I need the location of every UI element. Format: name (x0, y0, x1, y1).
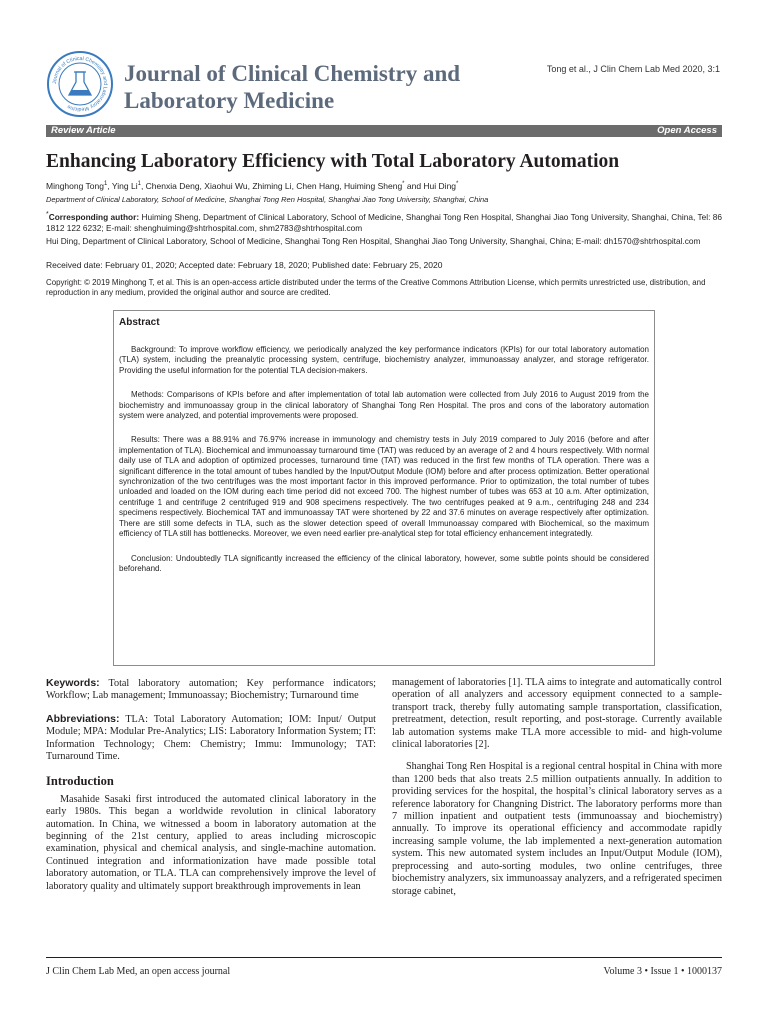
body-paragraph: management of laboratories [1]. TLA aims to integrate and automatically control operation of all analyzers and accessory equipment connected to a sample-transport track, thereby fully automating sample transportation, classification, pretreatment, detection, result reporting, and post-storage. Currently available lab automation systems make TLA more accessible to mid- and high-volume clinical laboratories [2]. (392, 677, 722, 751)
keywords: Keywords: Total laboratory automation; Key performance indicators; Workflow; Lab management; Immunoassay; Biochemistry; Turnaround time (46, 677, 376, 702)
abstract-methods: Methods: Comparisons of KPIs before and after implementation of total lab automation were collected from July 2016 to August 2019 from the biochemistry and immunoassay group in the clinical laboratory of Shanghai Tong Ren Hospital. The pros and cons of the laboratory automation system were analyzed, and potential improvements were proposed. (119, 390, 649, 421)
author: Huiming Sheng* and (344, 181, 424, 191)
author: Hui Ding* (423, 181, 459, 191)
author: Zhiming Li, (252, 181, 297, 191)
abstract-results: Results: There was a 88.91% and 76.97% increase in immunology and chemistry tests in July 2019 compared to July 2016 (before and after implementation of TLA). Biochemical and immunoassay turnaround time (TAT) was reduced by an average of 2 and 4 hours respectively. With normal daily use of TLA and adoption of optimized processes, turnaround time (TAT) was reduced in the first few months of TLA operation. There was a significant difference in the total amount of tubes handled by the Input/Output Module (IOM) before and after process optimization. Better operational synchronization of the two centrifuges was the most important factor in this improved performance. Prior to optimization, the total number of tubes unloaded and loaded on the IOM during each time period did not exceed 700. The highest number of tubes was 653 at 10 a.m. After optimization, centrifuge 1 and centrifuge 2 centrifuged 919 and 908 specimens respectively. The two centrifuges peaked at 9 a.m., centrifuging 248 and 234 specimens respectively. Biochemical TAT and immunoassay TAT were shortened by 22 and 37.6 minutes on average respectively after optimization. There are still some defects in TLA, such as the slower detection speed of overall Immunoassay compared with Biochemical, so the maximum efficiency of TLA still has bottlenecks. Moreover, we even need earlier pre-analytical step for total efficiency enhancement integratedly. (119, 435, 649, 539)
abstract-box (113, 310, 655, 666)
intro-paragraph: Masahide Sasaki first introduced the automated clinical laboratory in the early 1980s. This began a worldwide revolution in clinical laboratory automation. In China, we witnessed a boom in laboratory automation at the beginning of the 21st century, applied to areas including microscopic examination, physical and chemical analysis, and single-machine automation. Continued integration and informationization have made possible total laboratory automation, or TLA. TLA can comprehensively improve the level of laboratory quality and ultimately support breakthrough improvements in lean (46, 793, 376, 892)
journal-logo (46, 50, 114, 118)
author: Minghong Tong$^1$, (46, 181, 112, 191)
author-list (46, 181, 458, 191)
svg-text:Journal of Clinical Chemistry (52, 56, 108, 112)
right-column (392, 677, 722, 908)
author: Chen Hang, (296, 181, 345, 191)
abbreviations: Abbreviations: TLA: Total Laboratory Automation; IOM: Input/ Output Module; MPA: Modular Pre-Analytics; LIS: Laboratory Information System; IT: Information Technology; Chem: Chemistry; Immu: Immunology; TAT: Turnaround Time. (46, 712, 376, 763)
journal-title: Journal of Clinical Chemistry and Laboratory Medicine (124, 61, 461, 113)
footer-divider (46, 957, 722, 958)
corresponding-author-2: Hui Ding, Department of Clinical Laboratory, School of Medicine, Shanghai Tong Ren Hospital, Shanghai Jiao Tong University, Shanghai, China; E-mail: dh1570@shtrhospital.com (46, 236, 701, 246)
abstract-conclusion: Conclusion: Undoubtedly TLA significantly increased the efficiency of the clinical laboratory, however, some subtle points should be considered beforehand. (119, 553, 649, 573)
department: Department of Clinical Laboratory, School of Medicine, Shanghai Tong Ren Hospital, Shanghai Jiao Tong University, Shanghai, China (46, 195, 489, 204)
logo-ring-text: Journal of Clinical Chemistry and Laboratory Medicine (51, 55, 109, 113)
introduction-heading: Introduction (46, 774, 114, 789)
abstract-background: Background: To improve workflow efficiency, we periodically analyzed the key performance indicators (KPIs) for our total laboratory automation (TLA) system, including the preanalytic processing system, centrifuge, biochemistry analyzer, immunoassay analyzer, and storage refrigerator. Providing the useful information for the potential TLA decision-makers. (119, 345, 649, 375)
article-dates: Received date: February 01, 2020; Accepted date: February 18, 2020; Published date: February 25, 2020 (46, 260, 443, 270)
flask-icon (69, 72, 91, 95)
footer-journal: J Clin Chem Lab Med, an open access journal (46, 966, 231, 977)
article-type-bar (46, 125, 722, 137)
footer-volume: Volume 3 • Issue 1 • 1000137 (603, 966, 722, 977)
open-access-label: Open Access (657, 125, 717, 136)
left-column (46, 677, 376, 903)
article-title: Enhancing Laboratory Efficiency with Total Laboratory Automation (46, 151, 620, 172)
body-paragraph: Shanghai Tong Ren Hospital is a regional central hospital in China with more than 1200 beds that also treats 2.5 million outpatients annually. In addition to providing services for the hospital, the hospital’s clinical laboratory serves as a reference laboratory for Changning District. The laboratory performs more than 7 million inpatient and outpatient tests (immunoassay and biochemistry) annually. To improve its operational efficiency and accommodate rapidly increasing sample volume, the lab implemented a next-generation automation system. This new automated system includes an Input/Output Module (IOM), preprocessing and auto-sorting modules, two online centrifuges, three biochemistry analyzers, six immunoassay analyzers, and a refrigerated specimen storage cabinet, (392, 761, 722, 897)
author: Chenxia Deng, (145, 181, 205, 191)
article-type: Review Article (51, 125, 116, 136)
copyright: Copyright: © 2019 Minghong T, et al. This is an open-access article distributed under the terms of the Creative Commons Attribution License, which permits unrestricted use, distribution, and reproduction in any medium, provided the original author and source are credited. (46, 278, 706, 297)
abstract-heading: Abstract (119, 317, 160, 328)
corresponding-author-1: *Corresponding author: Huiming Sheng, Department of Clinical Laboratory, School of Medicine, Shanghai Tong Ren Hospital, Shanghai Jiao Tong University, Shanghai, China, Tel: 86 1812 122 6232; E-mail: shenghuiming@shtrhospital.com, shm2783@shtrhospital.com (46, 211, 722, 233)
author: Ying Li$^1$, (111, 181, 146, 191)
author: Xiaohui Wu, (204, 181, 253, 191)
citation: Tong et al., J Clin Chem Lab Med 2020, 3:1 (546, 64, 720, 74)
